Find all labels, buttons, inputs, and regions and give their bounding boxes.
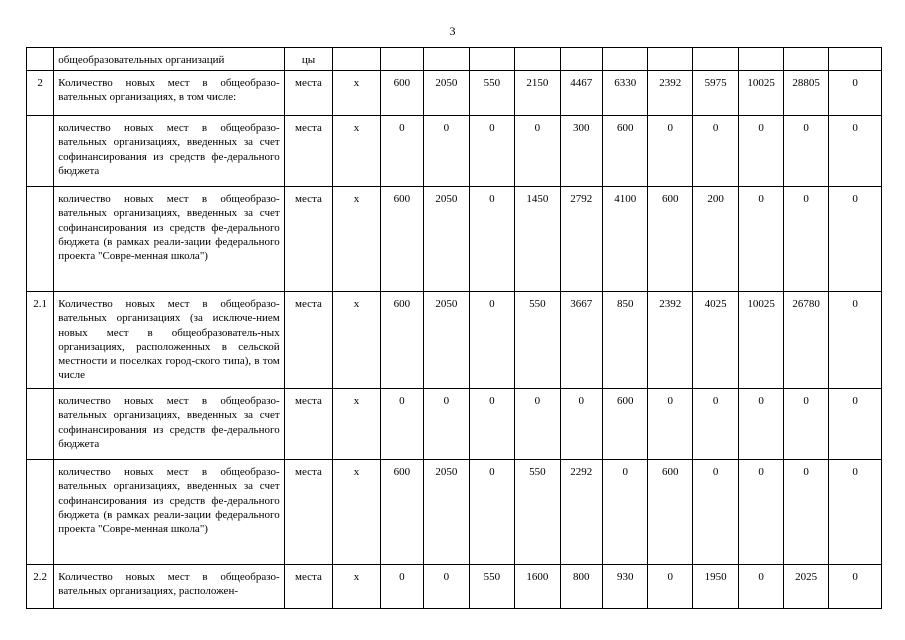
value-cell: x	[333, 187, 381, 292]
value-cell: 0	[829, 565, 882, 609]
value-cell: 1950	[692, 565, 738, 609]
value-cell: 4025	[692, 292, 738, 389]
value-cell: 6330	[603, 71, 648, 116]
value-cell	[648, 48, 692, 71]
value-cell: 0	[424, 389, 469, 460]
value-cell: 0	[648, 116, 692, 187]
value-cell: x	[333, 71, 381, 116]
value-cell	[783, 48, 828, 71]
value-cell: 0	[469, 292, 514, 389]
indicator-description-cell: количество новых мест в общеобразо-вательных организациях, введенных за счет софинансирования из средств фе-дерального бюджета	[54, 389, 284, 460]
unit-cell: места	[284, 292, 333, 389]
value-cell: 0	[829, 71, 882, 116]
value-cell: 0	[692, 389, 738, 460]
row-number-cell: 2	[27, 71, 54, 116]
value-cell	[829, 48, 882, 71]
value-cell: 600	[648, 460, 692, 565]
row-number-cell	[27, 187, 54, 292]
value-cell: 550	[469, 71, 514, 116]
row-number-cell: 2.2	[27, 565, 54, 609]
value-cell: x	[333, 460, 381, 565]
value-cell: 28805	[783, 71, 828, 116]
value-cell: 0	[829, 116, 882, 187]
value-cell: 0	[829, 187, 882, 292]
value-cell: 2050	[424, 292, 469, 389]
value-cell: 0	[424, 565, 469, 609]
value-cell	[424, 48, 469, 71]
unit-cell: места	[284, 389, 333, 460]
value-cell: 800	[560, 565, 602, 609]
value-cell: 600	[380, 187, 423, 292]
value-cell: 0	[739, 389, 783, 460]
indicator-description-cell: количество новых мест в общеобразо-вательных организациях, введенных за счет софинансирования из средств фе-дерального бюджета	[54, 116, 284, 187]
value-cell: 0	[515, 389, 560, 460]
unit-cell: цы	[284, 48, 333, 71]
value-cell: 550	[515, 292, 560, 389]
indicator-description-cell: количество новых мест в общеобразо-вательных организациях, введенных за счет софинансирования из средств фе-дерального бюджета (в рамках реали-зации федерального проекта "Совре-менная школа")	[54, 460, 284, 565]
value-cell: 850	[603, 292, 648, 389]
indicator-description-cell: количество новых мест в общеобразо-вательных организациях, введенных за счет софинансирования из средств фе-дерального бюджета (в рамках реали-зации федерального проекта "Совре-менная школа")	[54, 187, 284, 292]
value-cell: 550	[515, 460, 560, 565]
row-number-cell	[27, 116, 54, 187]
value-cell: 0	[829, 389, 882, 460]
value-cell: 0	[739, 116, 783, 187]
value-cell: 600	[648, 187, 692, 292]
indicator-description-cell: Количество новых мест в общеобразо-вательных организациях (за исключе-нием новых мест в общеобразователь-ных организациях, расположенных в сельской местности и поселках город-ского типа), в том числе	[54, 292, 284, 389]
value-cell: 550	[469, 565, 514, 609]
indicator-description-cell: Количество новых мест в общеобразо-вательных организациях, в том числе:	[54, 71, 284, 116]
table-row	[27, 187, 882, 292]
value-cell: 930	[603, 565, 648, 609]
value-cell: 2050	[424, 187, 469, 292]
value-cell: x	[333, 389, 381, 460]
value-cell: 2792	[560, 187, 602, 292]
value-cell	[692, 48, 738, 71]
value-cell: x	[333, 116, 381, 187]
value-cell: 600	[380, 292, 423, 389]
unit-cell: места	[284, 116, 333, 187]
value-cell: 0	[783, 187, 828, 292]
value-cell: 0	[560, 389, 602, 460]
value-cell: 0	[783, 116, 828, 187]
value-cell: 0	[783, 460, 828, 565]
value-cell: 0	[783, 389, 828, 460]
row-number-cell	[27, 460, 54, 565]
value-cell: 0	[469, 187, 514, 292]
unit-cell: места	[284, 565, 333, 609]
value-cell	[603, 48, 648, 71]
value-cell: 0	[380, 116, 423, 187]
indicator-description-cell: Количество новых мест в общеобразо-вательных организациях, расположен-	[54, 565, 284, 609]
value-cell	[333, 48, 381, 71]
value-cell: x	[333, 292, 381, 389]
value-cell: 600	[603, 116, 648, 187]
indicator-description-cell: общеобразовательных организаций	[54, 48, 284, 71]
value-cell: 0	[739, 187, 783, 292]
unit-cell: места	[284, 71, 333, 116]
row-number-cell: 2.1	[27, 292, 54, 389]
value-cell: 26780	[783, 292, 828, 389]
value-cell: 3667	[560, 292, 602, 389]
value-cell	[380, 48, 423, 71]
value-cell: 0	[829, 292, 882, 389]
value-cell: 2392	[648, 71, 692, 116]
value-cell: 0	[469, 389, 514, 460]
value-cell: 0	[603, 460, 648, 565]
value-cell: 0	[380, 389, 423, 460]
unit-cell: места	[284, 187, 333, 292]
value-cell: 0	[829, 460, 882, 565]
value-cell: 600	[380, 71, 423, 116]
row-number-cell	[27, 389, 54, 460]
value-cell: 4467	[560, 71, 602, 116]
value-cell: 4100	[603, 187, 648, 292]
value-cell: 0	[692, 460, 738, 565]
value-cell: 0	[739, 460, 783, 565]
value-cell: 0	[469, 116, 514, 187]
value-cell: 0	[380, 565, 423, 609]
value-cell: 600	[380, 460, 423, 565]
value-cell: 600	[603, 389, 648, 460]
value-cell	[515, 48, 560, 71]
value-cell: 1450	[515, 187, 560, 292]
value-cell: 0	[648, 389, 692, 460]
value-cell: 2392	[648, 292, 692, 389]
value-cell	[560, 48, 602, 71]
row-number-cell	[27, 48, 54, 71]
page-number: 3	[449, 24, 456, 38]
table-row	[27, 48, 882, 71]
value-cell: 0	[739, 565, 783, 609]
value-cell: 0	[692, 116, 738, 187]
value-cell: 2050	[424, 460, 469, 565]
value-cell: 2025	[783, 565, 828, 609]
value-cell: 10025	[739, 71, 783, 116]
table-row	[27, 71, 882, 116]
value-cell: 10025	[739, 292, 783, 389]
value-cell: 300	[560, 116, 602, 187]
value-cell: 2292	[560, 460, 602, 565]
value-cell: 0	[515, 116, 560, 187]
value-cell: x	[333, 565, 381, 609]
value-cell: 0	[424, 116, 469, 187]
table-row	[27, 292, 882, 389]
table-row	[27, 389, 882, 460]
table-row	[27, 460, 882, 565]
value-cell	[739, 48, 783, 71]
unit-cell: места	[284, 460, 333, 565]
value-cell: 2050	[424, 71, 469, 116]
value-cell: 1600	[515, 565, 560, 609]
value-cell	[469, 48, 514, 71]
value-cell: 0	[648, 565, 692, 609]
value-cell: 2150	[515, 71, 560, 116]
indicators-table	[26, 47, 882, 609]
table-row	[27, 565, 882, 609]
value-cell: 0	[469, 460, 514, 565]
table-row	[27, 116, 882, 187]
value-cell: 5975	[692, 71, 738, 116]
value-cell: 200	[692, 187, 738, 292]
